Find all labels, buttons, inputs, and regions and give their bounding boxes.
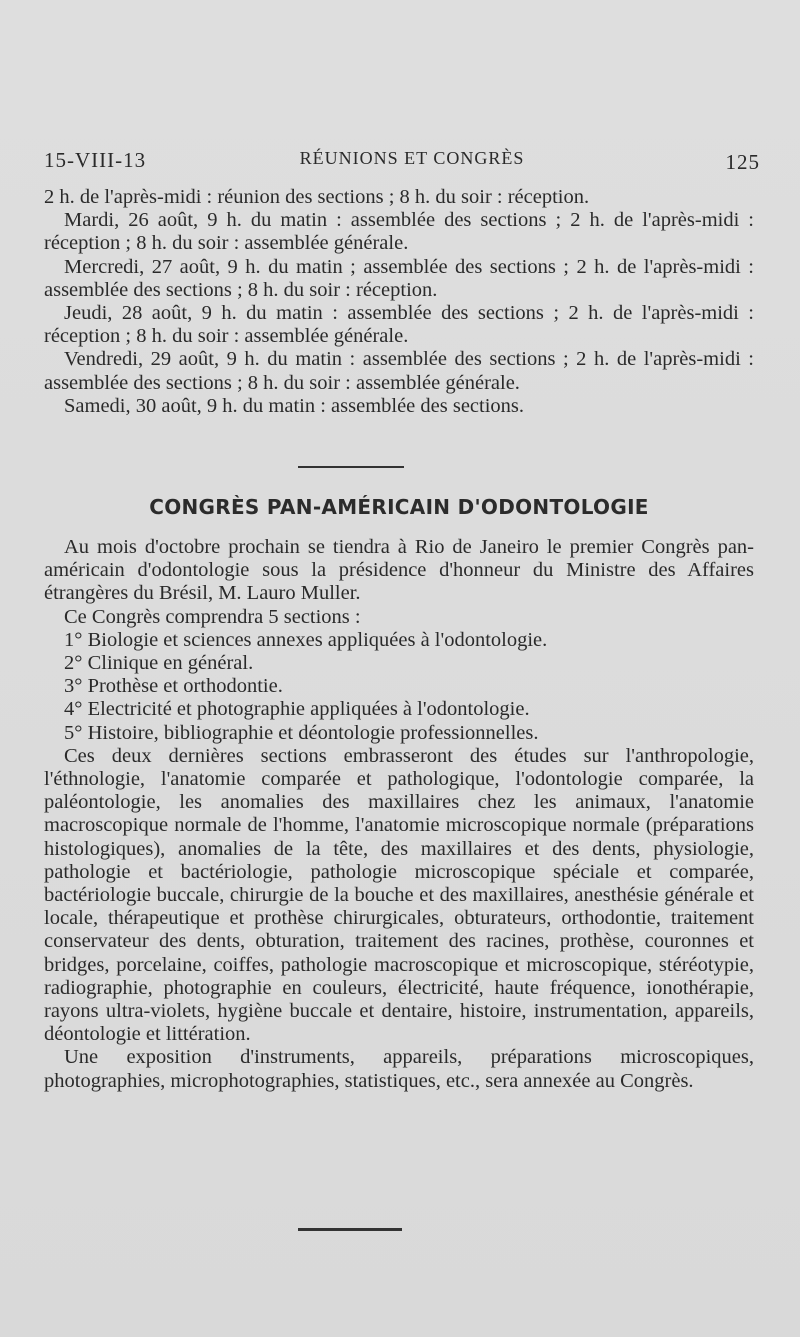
- paragraph: Une exposition d'instruments, appareils, préparations microscopiques, photographies, microphotographies, statistiques, etc., sera annexée au Congrès.: [44, 1046, 754, 1092]
- paragraph: Mercredi, 27 août, 9 h. du matin ; assemblée des sections ; 2 h. de l'après-midi : assemblée des sections ; 8 h. du soir : réception.: [44, 255, 754, 301]
- paragraph: Vendredi, 29 août, 9 h. du matin : assemblée des sections ; 2 h. de l'après-midi : assemblée des sections ; 8 h. du soir : assemblée générale.: [44, 348, 754, 394]
- running-head: [44, 148, 760, 178]
- paragraph: Samedi, 30 août, 9 h. du matin : assemblée des sections.: [64, 394, 525, 417]
- paragraph: Au mois d'octobre prochain se tiendra à Rio de Janeiro le premier Congrès pan-américain d'odontologie sous la présidence d'honneur du Ministre des Affaires étrangères du Brésil, M. Lauro Muller.: [44, 536, 754, 605]
- divider-rule: [298, 1228, 402, 1231]
- list-item: 4° Electricité et photographie appliquées à l'odontologie.: [64, 698, 530, 721]
- list-item: 3° Prothèse et orthodontie.: [64, 675, 283, 698]
- paragraph: Ces deux dernières sections embrasseront des études sur l'anthropologie, l'éthnologie, l'anatomie comparée et pathologique, l'odontologie comparée, la paléontologie, les anomalies des maxillaires chez les animaux, l'anatomie macroscopique normale de l'homme, l'anatomie microscopique normale (préparations histologiques), anomalies de la tête, des maxillaires et des dents, physiologie, pathologie et bactériologie, pathologie microscopique spéciale et comparée, bactériologie buccale, chirurgie de la bouche et des maxillaires, anesthésie générale et locale, thérapeutique et prothèse chirurgicales, obturateurs, orthodontie, traitement conservateur des dents, obturation, traitement des racines, prothèse, couronnes et bridges, porcelaine, coiffes, pathologie macroscopique et microscopique, stéréotypie, radiographie, photographie en couleurs, électricité, haute fréquence, ionothérapie, rayons ultra-violets, hygiène buccale et dentaire, histoire, instrumentation, appareils, déontologie et littération.: [44, 744, 754, 1046]
- list-item: 2° Clinique en général.: [64, 652, 254, 675]
- section-title: CONGRÈS PAN-AMÉRICAIN D'ODONTOLOGIE: [149, 495, 649, 519]
- congress-block: [44, 536, 754, 1093]
- paragraph: 2 h. de l'après-midi : réunion des sections ; 8 h. du soir : réception.: [44, 186, 590, 208]
- page-number: 125: [725, 150, 760, 174]
- header-date: 15-VIII-13: [44, 148, 147, 172]
- header-title: RÉUNIONS ET CONGRÈS: [299, 148, 525, 168]
- paragraph: Ce Congrès comprendra 5 sections :: [64, 605, 361, 628]
- divider-rule: [298, 466, 404, 468]
- paragraph: Jeudi, 28 août, 9 h. du matin : assemblée des sections ; 2 h. de l'après-midi : réception ; 8 h. du soir : assemblée générale.: [44, 302, 754, 348]
- paragraph: Mardi, 26 août, 9 h. du matin : assemblée des sections ; 2 h. de l'après-midi : réception ; 8 h. du soir : assemblée générale.: [44, 209, 754, 255]
- list-item: 5° Histoire, bibliographie et déontologie professionnelles.: [64, 721, 539, 744]
- schedule-block: [44, 186, 754, 418]
- list-item: 1° Biologie et sciences annexes appliquées à l'odontologie.: [64, 628, 548, 651]
